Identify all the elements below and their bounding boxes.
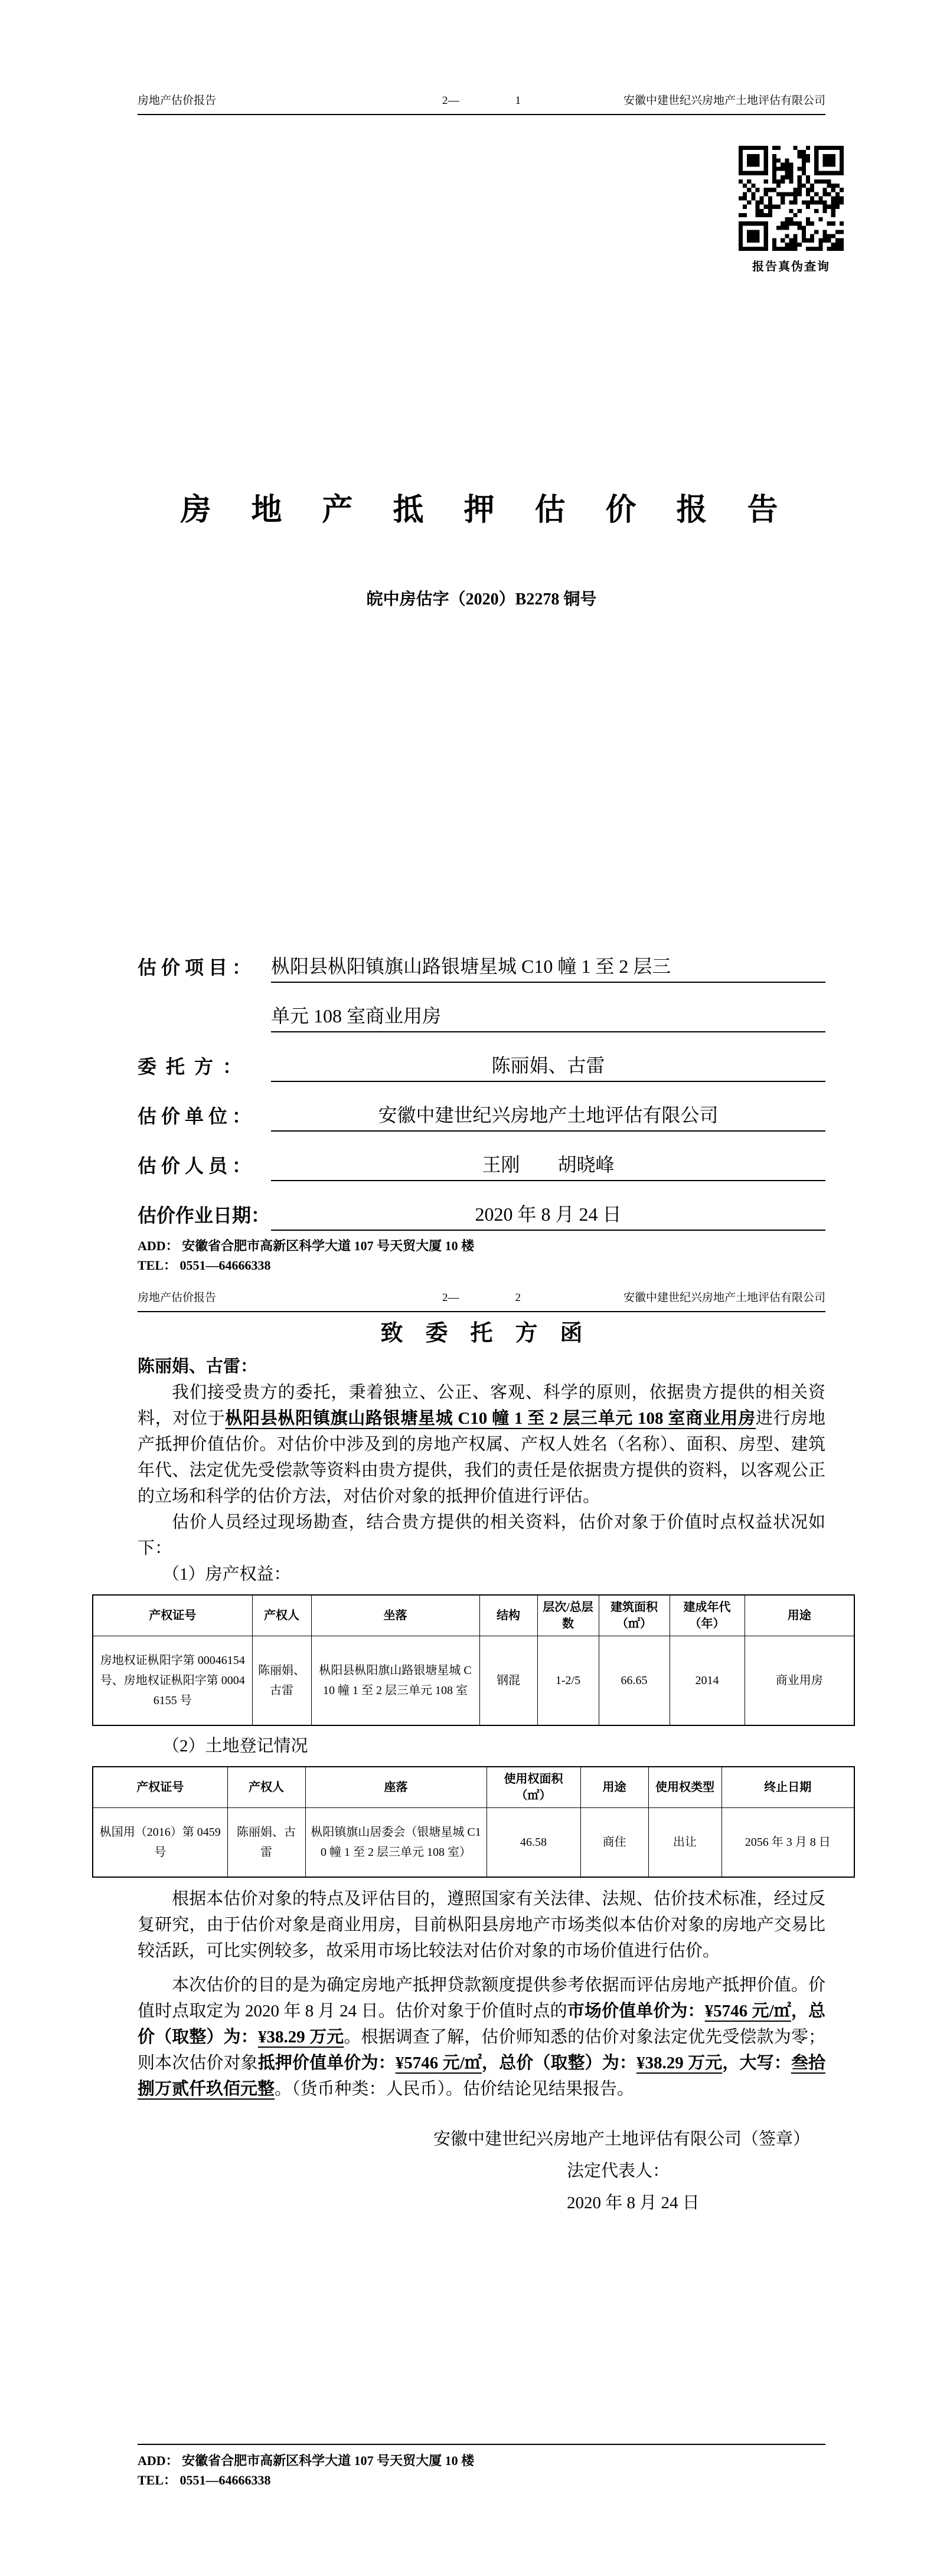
field-project-value-line1: 枞阳县枞阳镇旗山路银塘星城 C10 幢 1 至 2 层三 [271, 952, 825, 983]
table-header-row [93, 1595, 854, 1636]
col-header: 用途 [580, 1767, 648, 1808]
closing-legal-representative: 法定代表人： [567, 2162, 670, 2181]
col-header: 座落 [305, 1767, 487, 1808]
cell-tenure-type: 出让 [648, 1808, 721, 1878]
page-header-left: 房地产估价报告 [138, 94, 217, 107]
page-header-left: 房地产估价报告 [138, 1292, 217, 1304]
table-row [93, 1808, 854, 1878]
cover-fields [138, 933, 825, 1231]
land-registration-table [92, 1766, 855, 1878]
cell-land-area: 46.58 [487, 1808, 580, 1878]
closing-block [138, 2123, 825, 2219]
field-project [138, 933, 825, 983]
closing-company-signature: 安徽中建世纪兴房地产土地评估有限公司（签章） [433, 2130, 810, 2149]
footer-address: ADD： 安徽省合肥市高新区科学大道 107 号天贸大厦 10 楼 [138, 2453, 475, 2468]
page-header [138, 93, 825, 115]
page-header-right: 安徽中建世纪兴房地产土地评估有限公司 [623, 94, 825, 107]
cell-certificate-no: 房地权证枞阳字第 00046154 号、房地权证枞阳字第 00046155 号 [93, 1636, 252, 1726]
cell-floors: 1-2/5 [537, 1636, 599, 1726]
col-header: 坐落 [311, 1595, 479, 1636]
field-client-label: 委 托 方 ： [138, 1056, 242, 1077]
col-header: 使用权类型 [648, 1767, 721, 1808]
field-agency [138, 1082, 825, 1132]
cell-use: 商业用房 [745, 1636, 854, 1726]
page-group-label: 2— [442, 94, 459, 107]
cell-location: 枞阳县枞阳旗山路银塘星城 C10 幢 1 至 2 层三单元 108 室 [311, 1636, 479, 1726]
col-header: 层次/总层数 [537, 1595, 599, 1636]
intro-paragraph: 我们接受贵方的委托，秉着独立、公正、客观、科学的原则，依据贵方提供的相关资料，对位于枞阳县枞阳镇旗山路银塘星城 C10 幢 1 至 2 层三单元 108 室商业用房进行房地产抵押价值估价。对估价中涉及到的房地产权属、产权人姓名（名称）、面积、房型、建筑年代、法定优先受偿款等资料由贵方提供，我们的责任是依据贵方提供的资料，以客观公正的立场和科学的估价方法，对估价对象的抵押价值进行评估。 [138, 1383, 825, 1506]
doc-number: 皖中房估字（2020）B2278 铜号 [366, 590, 597, 609]
page-number-group [442, 93, 521, 109]
page-footer [138, 2444, 825, 2490]
page-header [138, 1290, 825, 1312]
valuation-paragraph: 本次估价的目的是为确定房地产抵押贷款额度提供参考依据而评估房地产抵押价值。价值时点取定为 2020 年 8 月 24 日。估价对象于价值时点的市场价值单价为：¥5746 元/㎡，总价（取整）为：¥38.29 万元。根据调查了解，估价师知悉的估价对象法定优先受偿款为零；则本次估价对象抵押价值单价为：¥5746 元/㎡，总价（取整）为：¥38.29 万元，大写：叁拾捌万贰仟玖佰元整。（货币种类：人民币）。估价结论见结果报告。 [138, 1976, 825, 2098]
cell-certificate-no: 枞国用（2016）第 0459 号 [93, 1808, 227, 1878]
field-agency-label: 估 价 单 位 ： [138, 1106, 252, 1127]
field-project-continued [138, 983, 825, 1032]
qr-block [739, 146, 844, 274]
property-rights-item: （1）房产权益： [162, 1565, 291, 1584]
col-header: 终止日期 [721, 1767, 854, 1808]
col-header: 产权人 [252, 1595, 311, 1636]
cell-owner: 陈丽娟、古雷 [227, 1808, 305, 1878]
cell-structure: 钢混 [479, 1636, 537, 1726]
method-paragraph: 根据本估价对象的特点及评估目的，遵照国家有关法律、法规、估价技术标准，经过反复研究，由于估价对象是商业用房，目前枞阳县房地产市场类似本估价对象的房地产交易比较活跃，可比实例较多，故采用市场比较法对估价对象的市场价值进行估价。 [138, 1889, 825, 1960]
field-client [138, 1032, 825, 1082]
qr-caption: 报告真伪查询 [752, 260, 830, 273]
page-number: 2 [515, 1292, 521, 1304]
letter-page [0, 1281, 937, 2576]
letter-title: 致 委 托 方 函 [380, 1321, 583, 1346]
page-group-label: 2— [442, 1292, 459, 1304]
col-header: 用途 [745, 1595, 854, 1636]
page-number: 1 [515, 94, 521, 107]
cell-owner: 陈丽娟、古雷 [252, 1636, 311, 1726]
cell-use: 商住 [580, 1808, 648, 1878]
field-client-value: 陈丽娟、古雷 [271, 1051, 825, 1082]
field-staff-label: 估 价 人 员 ： [138, 1155, 252, 1176]
field-date-label: 估价作业日期： [138, 1205, 270, 1226]
field-project-value-line2: 单元 108 室商业用房 [271, 1001, 825, 1032]
cover-page [0, 0, 937, 1281]
footer-telephone: TEL： 0551—64666338 [138, 2473, 271, 2487]
col-header: 建成年代（年） [670, 1595, 745, 1636]
page-footer [138, 1236, 825, 1275]
salutation: 陈丽娟、古雷： [138, 1357, 258, 1376]
cell-year-built: 2014 [670, 1636, 745, 1726]
field-date-value: 2020 年 8 月 24 日 [271, 1199, 825, 1231]
cell-area: 66.65 [599, 1636, 670, 1726]
cell-expiry-date: 2056 年 3 月 8 日 [721, 1808, 854, 1878]
inspection-paragraph: 估价人员经过现场勘查，结合贵方提供的相关资料，估价对象于价值时点权益状况如下： [138, 1513, 825, 1558]
col-header: 产权人 [227, 1767, 305, 1808]
cell-location: 枞阳镇旗山居委会（银塘星城 C10 幢 1 至 2 层三单元 108 室） [305, 1808, 487, 1878]
property-rights-table [92, 1594, 855, 1726]
table-header-row [93, 1767, 854, 1808]
qr-code [739, 146, 844, 251]
footer-telephone: TEL： 0551—64666338 [138, 1258, 271, 1273]
field-project-label-spacer [138, 1029, 271, 1032]
field-staff-value: 王刚 胡晓峰 [271, 1150, 825, 1181]
col-header: 结构 [479, 1595, 537, 1636]
col-header: 产权证号 [93, 1595, 252, 1636]
field-date [138, 1181, 825, 1231]
footer-address: ADD： 安徽省合肥市高新区科学大道 107 号天贸大厦 10 楼 [138, 1238, 475, 1253]
page-number-group [442, 1290, 521, 1306]
report-title: 房 地 产 抵 押 估 价 报 告 [180, 493, 783, 527]
col-header: 使用权面积（㎡） [487, 1767, 580, 1808]
page-header-right: 安徽中建世纪兴房地产土地评估有限公司 [623, 1292, 825, 1304]
table-row [93, 1636, 854, 1726]
closing-date: 2020 年 8 月 24 日 [567, 2193, 700, 2212]
land-registration-item: （2）土地登记情况 [162, 1737, 308, 1756]
footer-divider [138, 2444, 825, 2445]
field-agency-value: 安徽中建世纪兴房地产土地评估有限公司 [271, 1100, 825, 1132]
field-project-label: 估 价 项 目 ： [138, 957, 252, 978]
field-staff [138, 1132, 825, 1181]
col-header: 产权证号 [93, 1767, 227, 1808]
col-header: 建筑面积（㎡） [599, 1595, 670, 1636]
